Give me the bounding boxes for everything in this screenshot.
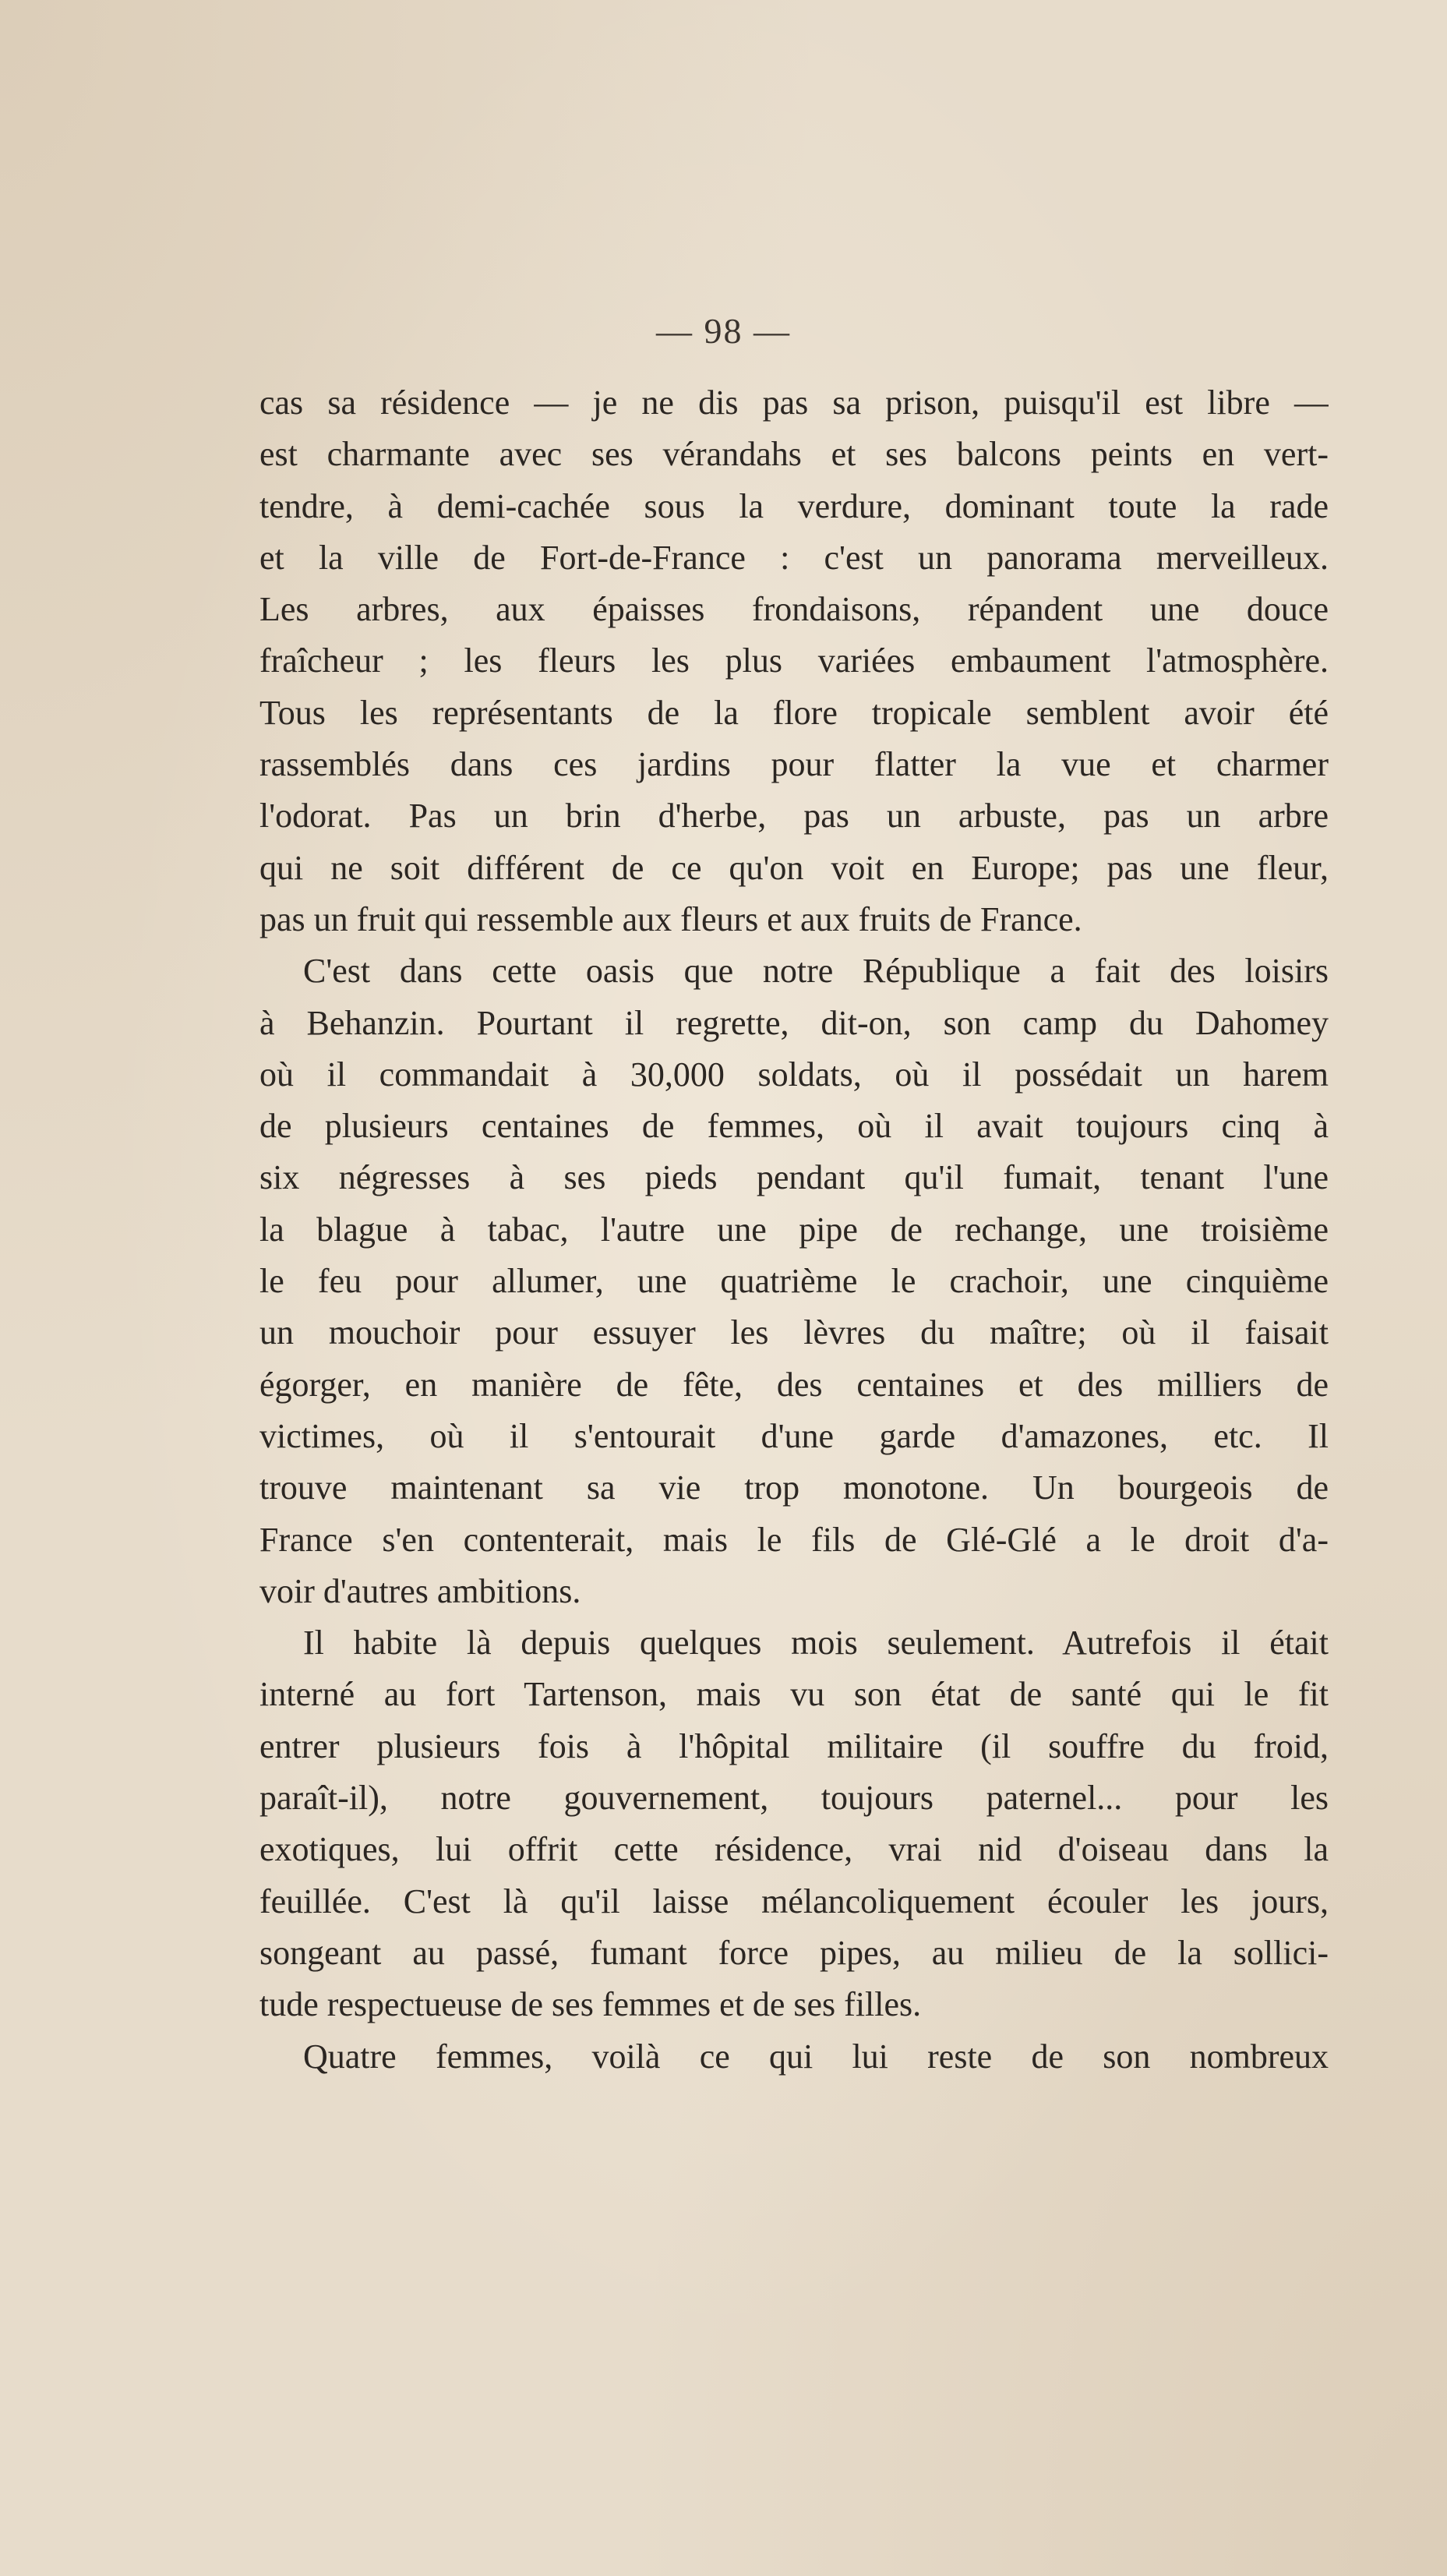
text-line: six négresses à ses pieds pendant qu'il fumait, tenant l'une xyxy=(259,1158,1329,1197)
text-line: tendre, à demi-cachée sous la verdure, dominant toute la rade xyxy=(259,486,1329,525)
text-line: tude respectueuse de ses femmes et de ses filles. xyxy=(259,1985,922,2024)
text-line: rassemblés dans ces jardins pour flatter la vue et charmer xyxy=(259,745,1329,784)
text-line: est charmante avec ses vérandahs et ses balcons peints en vert- xyxy=(259,435,1329,474)
paragraph xyxy=(259,1617,1329,2030)
text-line: pas un fruit qui ressemble aux fleurs et aux fruits de France. xyxy=(259,899,1082,938)
text-line: de plusieurs centaines de femmes, où il avait toujours cinq à xyxy=(259,1107,1329,1146)
text-line: qui ne soit différent de ce qu'on voit en Europe; pas une fleur, xyxy=(259,848,1329,887)
text-line: et la ville de Fort-de-France : c'est un panorama merveilleux. xyxy=(259,538,1329,577)
text-line: voir d'autres ambitions. xyxy=(259,1571,581,1610)
text-line: songeant au passé, fumant force pipes, au milieu de la sollici- xyxy=(259,1933,1329,1972)
text-line: victimes, où il s'entourait d'une garde d'amazones, etc. Il xyxy=(259,1416,1329,1455)
text-line: un mouchoir pour essuyer les lèvres du maître; où il faisait xyxy=(259,1313,1329,1352)
text-line: égorger, en manière de fête, des centaines et des milliers de xyxy=(259,1365,1329,1404)
text-line: Quatre femmes, voilà ce qui lui reste de son nombreux xyxy=(303,2037,1329,2076)
text-line: fraîcheur ; les fleurs les plus variées embaument l'atmosphère. xyxy=(259,641,1329,680)
page-number: — 98 — xyxy=(656,311,791,351)
text-line: exotiques, lui offrit cette résidence, vrai nid d'oiseau dans la xyxy=(259,1830,1329,1869)
text-line: à Behanzin. Pourtant il regrette, dit-on, son camp du Dahomey xyxy=(259,1003,1329,1042)
text-line: l'odorat. Pas un brin d'herbe, pas un arbuste, pas un arbre xyxy=(259,797,1329,836)
text-line: Il habite là depuis quelques mois seulement. Autrefois il était xyxy=(303,1624,1329,1663)
text-line: trouve maintenant sa vie trop monotone. Un bourgeois de xyxy=(259,1468,1329,1507)
body-text xyxy=(259,377,1329,2083)
paragraph xyxy=(259,377,1329,945)
text-line: la blague à tabac, l'autre une pipe de rechange, une troisième xyxy=(259,1210,1329,1249)
text-line: France s'en contenterait, mais le fils de Glé-Glé a le droit d'a- xyxy=(259,1520,1329,1559)
text-line: où il commandait à 30,000 soldats, où il possédait un harem xyxy=(259,1055,1329,1094)
text-line: Tous les représentants de la flore tropicale semblent avoir été xyxy=(259,693,1329,732)
text-line: interné au fort Tartenson, mais vu son état de santé qui le fit xyxy=(259,1675,1329,1714)
text-line: Les arbres, aux épaisses frondaisons, répandent une douce xyxy=(259,590,1329,629)
text-line: feuillée. C'est là qu'il laisse mélancoliquement écouler les jours, xyxy=(259,1882,1329,1921)
text-line: paraît-il), notre gouvernement, toujours paternel... pour les xyxy=(259,1779,1329,1818)
text-line: entrer plusieurs fois à l'hôpital militaire (il souffre du froid, xyxy=(259,1726,1329,1765)
text-line: cas sa résidence — je ne dis pas sa prison, puisqu'il est libre — xyxy=(259,383,1329,422)
paragraph xyxy=(259,945,1329,1617)
paragraph xyxy=(259,2031,1329,2083)
text-line: le feu pour allumer, une quatrième le crachoir, une cinquième xyxy=(259,1262,1329,1301)
text-line: C'est dans cette oasis que notre République a fait des loisirs xyxy=(303,952,1329,991)
